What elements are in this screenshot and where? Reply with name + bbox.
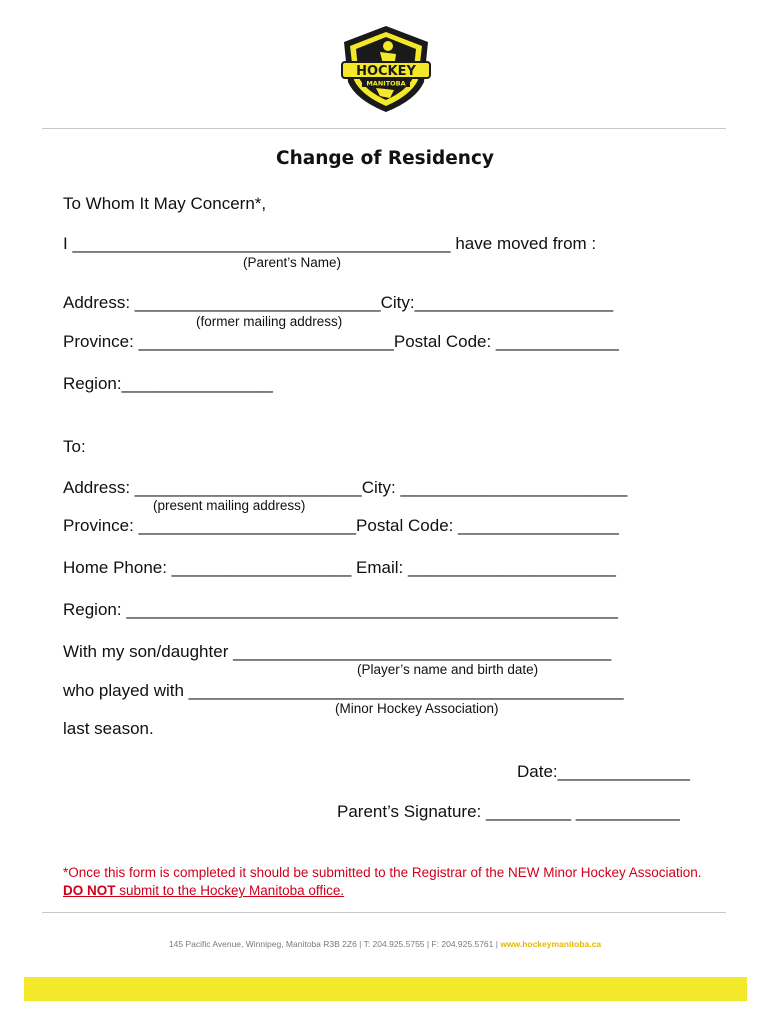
to-label: To:: [63, 437, 86, 456]
present-address-line[interactable]: Address: ________________________City: ________________________: [63, 478, 628, 497]
signature-line[interactable]: Parent’s Signature: _________ ___________: [337, 802, 680, 821]
submission-note: [63, 864, 723, 900]
parent-name-line[interactable]: I ________________________________________ have moved from :: [63, 234, 597, 253]
present-region-line[interactable]: Region: ____________________________________________________: [63, 600, 618, 619]
note-text-1: *Once this form is completed it should be submitted to the Registrar of the NEW Minor Hockey Association.: [63, 865, 702, 880]
last-season-text: last season.: [63, 719, 154, 738]
minor-hockey-line[interactable]: who played with ______________________________________________: [63, 681, 624, 700]
logo-text-hockey: HOCKEY: [356, 64, 416, 79]
note-do-not: DO NOT: [63, 883, 116, 898]
footer-divider: [42, 912, 726, 913]
present-address-caption: (present mailing address): [153, 498, 306, 513]
former-address-line[interactable]: Address: __________________________City:_____________________: [63, 293, 614, 312]
form-title: Change of Residency: [276, 148, 494, 169]
date-line[interactable]: Date:______________: [517, 762, 690, 781]
former-province-line[interactable]: Province: ___________________________Postal Code: _____________: [63, 332, 619, 351]
footer-address: 145 Pacific Avenue, Winnipeg, Manitoba R3B 2Z6 | T: 204.925.5755 | F: 204.925.5761 |: [168, 939, 501, 949]
footer-color-bar: [24, 977, 747, 1001]
former-region-line[interactable]: Region:________________: [63, 374, 273, 393]
footer-contact: [0, 939, 770, 949]
present-province-line[interactable]: Province: _______________________Postal Code: _________________: [63, 516, 619, 535]
child-name-caption: (Player’s name and birth date): [357, 662, 539, 677]
salutation: To Whom It May Concern*,: [63, 194, 267, 213]
logo-text-manitoba: MANITOBA: [366, 79, 406, 88]
hockey-manitoba-logo: [336, 24, 436, 114]
header-divider: [42, 128, 726, 129]
footer-website-link[interactable]: www.hockeymanitoba.ca: [500, 939, 602, 949]
former-address-caption: (former mailing address): [196, 314, 343, 329]
minor-hockey-caption: (Minor Hockey Association): [335, 701, 499, 716]
note-text-2: submit to the Hockey Manitoba office.: [115, 883, 345, 898]
phone-email-line[interactable]: Home Phone: ___________________ Email: ______________________: [63, 558, 616, 577]
child-name-line[interactable]: With my son/daughter ________________________________________: [63, 642, 612, 661]
parent-name-caption: (Parent’s Name): [243, 255, 342, 270]
